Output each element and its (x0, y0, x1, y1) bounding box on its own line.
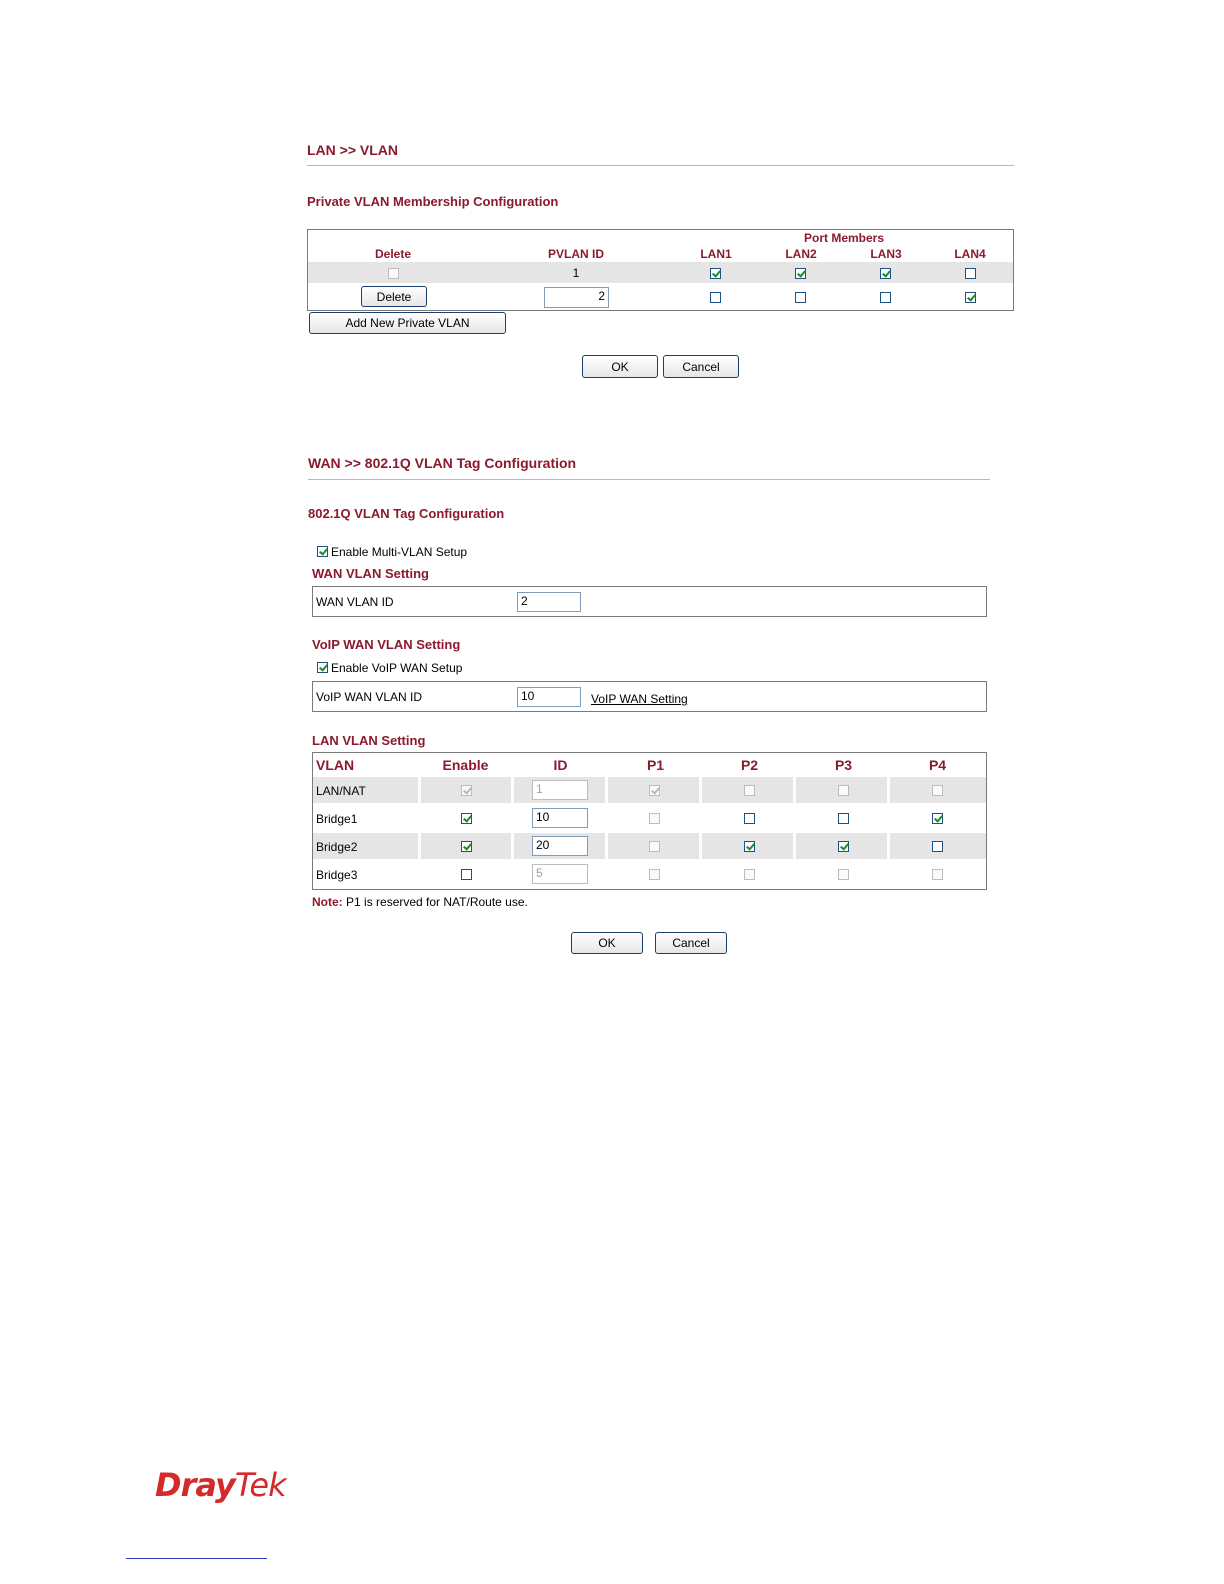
title-divider (307, 165, 1014, 166)
lan2-checkbox-row2[interactable] (795, 292, 806, 303)
lan3-checkbox-row1[interactable] (880, 268, 891, 279)
p2-header: P2 (740, 757, 759, 773)
wan-vlan-setting-heading: WAN VLAN Setting (312, 566, 429, 581)
wan-vlan-setting-box (312, 586, 987, 617)
note-text: P1 is reserved for NAT/Route use. (346, 895, 528, 909)
footer-line (126, 1558, 267, 1559)
wan-vlan-id-input[interactable]: 2 (517, 592, 581, 612)
private-vlan-subtitle: Private VLAN Membership Configuration (307, 194, 559, 209)
logo-text-dray: Dray (155, 1466, 235, 1504)
p3-checkbox-lan-nat (838, 785, 849, 796)
p4-checkbox-lan-nat (932, 785, 943, 796)
p4-checkbox-bridge2[interactable] (932, 841, 943, 852)
note (312, 895, 528, 909)
lan2-checkbox-row1[interactable] (795, 268, 806, 279)
lan1-checkbox-row2[interactable] (710, 292, 721, 303)
p4-checkbox-bridge1[interactable] (932, 813, 943, 824)
lan-vlan-table (312, 752, 987, 890)
id-input-bridge2[interactable]: 20 (532, 836, 588, 856)
p1-checkbox-bridge3 (649, 869, 660, 880)
lan1-header: LAN1 (700, 247, 732, 261)
enable-checkbox-bridge1[interactable] (461, 813, 472, 824)
vlan-name-lan-nat: LAN/NAT (316, 784, 366, 798)
wan-vlan-id-label: WAN VLAN ID (316, 595, 394, 609)
voip-wan-setting-link[interactable]: VoIP WAN Setting (591, 692, 688, 706)
lan3-header: LAN3 (870, 247, 902, 261)
lan-vlan-page-title: LAN >> VLAN (307, 142, 399, 158)
voip-wan-vlan-id-label: VoIP WAN VLAN ID (316, 690, 423, 704)
enable-header: Enable (442, 757, 489, 773)
vlan-name-bridge1: Bridge1 (316, 812, 358, 826)
pvlan-id-header: PVLAN ID (547, 247, 604, 261)
ok-button[interactable]: OK (582, 355, 658, 378)
p3-checkbox-bridge3 (838, 869, 849, 880)
private-vlan-table (307, 229, 1014, 311)
add-new-private-vlan-button[interactable]: Add New Private VLAN (309, 312, 506, 334)
vlan-tag-subtitle: 802.1Q VLAN Tag Configuration (308, 506, 505, 521)
p1-header: P1 (646, 757, 665, 773)
p3-checkbox-bridge2[interactable] (838, 841, 849, 852)
p4-checkbox-bridge3 (932, 869, 943, 880)
logo-text-tek: Tek (234, 1466, 286, 1504)
lan3-checkbox-row2[interactable] (880, 292, 891, 303)
pvlan-id-input-row2[interactable]: 2 (544, 287, 609, 308)
lan2-header: LAN2 (785, 247, 817, 261)
p3-header: P3 (834, 757, 853, 773)
id-input-lan-nat: 1 (532, 780, 588, 800)
table-row (308, 262, 1013, 283)
lan4-checkbox-row2[interactable] (965, 292, 976, 303)
p4-header: P4 (928, 757, 947, 773)
p2-checkbox-bridge1[interactable] (744, 813, 755, 824)
lan1-checkbox-row1[interactable] (710, 268, 721, 279)
id-header: ID (553, 757, 568, 773)
enable-multi-vlan-label: Enable Multi-VLAN Setup (331, 545, 468, 559)
p1-checkbox-bridge2 (649, 841, 660, 852)
lan4-checkbox-row1[interactable] (965, 268, 976, 279)
enable-checkbox-lan-nat (461, 785, 472, 796)
vlan-name-bridge3: Bridge3 (316, 868, 358, 882)
enable-checkbox-bridge3[interactable] (461, 869, 472, 880)
title-divider (308, 479, 990, 480)
id-input-bridge1[interactable]: 10 (532, 808, 588, 828)
p1-checkbox-bridge1 (649, 813, 660, 824)
id-input-bridge3: 5 (532, 864, 588, 884)
delete-header: Delete (374, 247, 412, 261)
pvlan-id-row1: 1 (572, 266, 580, 280)
draytek-logo (155, 1466, 286, 1504)
enable-checkbox-bridge2[interactable] (461, 841, 472, 852)
delete-checkbox-row1 (388, 268, 399, 279)
p2-checkbox-bridge2[interactable] (744, 841, 755, 852)
vlan-header: VLAN (316, 757, 355, 773)
cancel-button[interactable]: Cancel (655, 932, 727, 954)
voip-wan-vlan-id-input[interactable]: 10 (517, 687, 581, 707)
port-members-header: Port Members (803, 231, 885, 245)
p2-checkbox-bridge3 (744, 869, 755, 880)
lan4-header: LAN4 (954, 247, 986, 261)
cancel-button[interactable]: Cancel (663, 355, 739, 378)
wan-vlan-page-title: WAN >> 802.1Q VLAN Tag Configuration (308, 455, 577, 471)
p1-checkbox-lan-nat (649, 785, 660, 796)
vlan-name-bridge2: Bridge2 (316, 840, 358, 854)
p3-checkbox-bridge1[interactable] (838, 813, 849, 824)
lan-vlan-setting-heading: LAN VLAN Setting (312, 733, 426, 748)
ok-button[interactable]: OK (571, 932, 643, 954)
voip-wan-vlan-setting-heading: VoIP WAN VLAN Setting (312, 637, 461, 652)
enable-voip-wan-checkbox[interactable] (317, 662, 328, 673)
note-label: Note: (312, 895, 343, 909)
p2-checkbox-lan-nat (744, 785, 755, 796)
enable-multi-vlan-checkbox[interactable] (317, 546, 328, 557)
delete-button[interactable]: Delete (361, 286, 427, 307)
voip-wan-vlan-box (312, 681, 987, 712)
enable-voip-wan-label: Enable VoIP WAN Setup (331, 661, 463, 675)
